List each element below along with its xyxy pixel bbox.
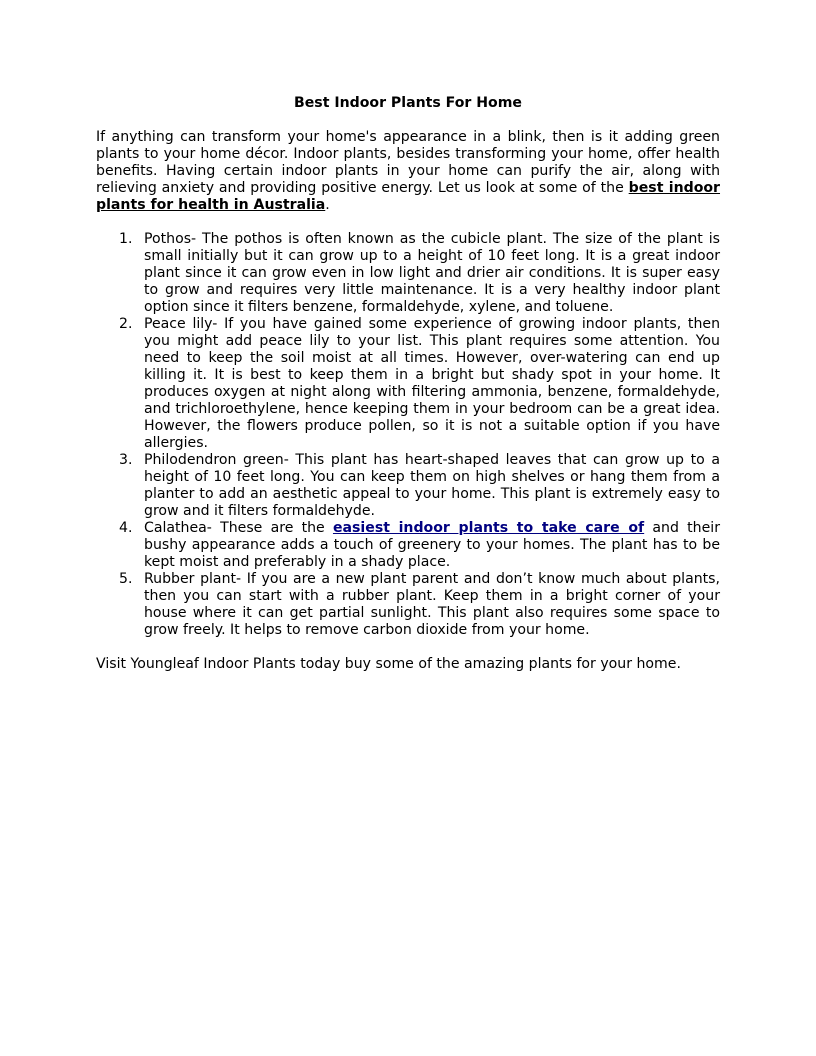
intro-text: If anything can transform your home's appearance in a blink, then is it adding green plants to your home décor. Indoor plants, besides transforming your home, offer health benefits. Having certain indoor plants in your home can purify the air, along with relieving anxiety and providing positive energy. Let us look at some of the	[96, 129, 720, 196]
list-number: 1.	[119, 231, 133, 247]
list-item-philodendron	[96, 452, 720, 520]
document-title: Best Indoor Plants For Home	[294, 95, 522, 111]
list-item-pothos	[96, 231, 720, 316]
list-item-text: Peace lily- If you have gained some experience of growing indoor plants, then you might add peace lily to your list. This plant requires some attention. You need to keep the soil moist at all times. However, over-watering can end up killing it. It is best to keep them in a bright but shady spot in your home. It produces oxygen at night along with filtering ammonia, benzene, formaldehyde, and trichloroethylene, hence keeping them in your bedroom can be a great idea. However, the flowers produce pollen, so it is not a suitable option if you have allergies.	[144, 316, 720, 451]
list-item-calathea	[96, 520, 720, 571]
closing-paragraph: Visit Youngleaf Indoor Plants today buy some of the amazing plants for your home.	[96, 656, 681, 672]
document-page	[96, 95, 720, 673]
list-item-text: Philodendron green- This plant has heart-shaped leaves that can grow up to a height of 10 feet long. You can keep them on high shelves or hang them from a planter to add an aesthetic appeal to your home. This plant is extremely easy to grow and it filters formaldehyde.	[144, 452, 720, 519]
list-item-text: Pothos- The pothos is often known as the cubicle plant. The size of the plant is small initially but it can grow up to a height of 10 feet long. It is a great indoor plant since it can grow even in low light and drier air conditions. It is super easy to grow and requires very little maintenance. It is a very healthy indoor plant option since it filters benzene, formaldehyde, xylene, and toluene.	[144, 231, 720, 315]
list-number: 5.	[119, 571, 133, 587]
list-number: 4.	[119, 520, 133, 536]
intro-paragraph	[96, 129, 720, 214]
list-item-rubber-plant	[96, 571, 720, 639]
intro-end: .	[325, 197, 330, 213]
list-item-text: Rubber plant- If you are a new plant parent and don’t know much about plants, then you can start with a rubber plant. Keep them in a bright corner of your house where it can get partial sunlight. This plant also requires some space to grow freely. It helps to remove carbon dioxide from your home.	[144, 571, 720, 638]
best-indoor-plants-link[interactable]: best indoor plants for health in Australia	[96, 180, 721, 213]
easiest-indoor-plants-link[interactable]: easiest indoor plants to take care of	[332, 520, 645, 536]
plant-list	[96, 231, 720, 639]
list-item-text-after: and their bushy appearance adds a touch of greenery to your homes. The plant has to be kept moist and preferably in a shady place.	[144, 520, 720, 570]
list-item-peace-lily	[96, 316, 720, 452]
list-number: 3.	[119, 452, 133, 468]
list-item-text-before: Calathea- These are the	[144, 520, 333, 536]
list-number: 2.	[119, 316, 133, 332]
